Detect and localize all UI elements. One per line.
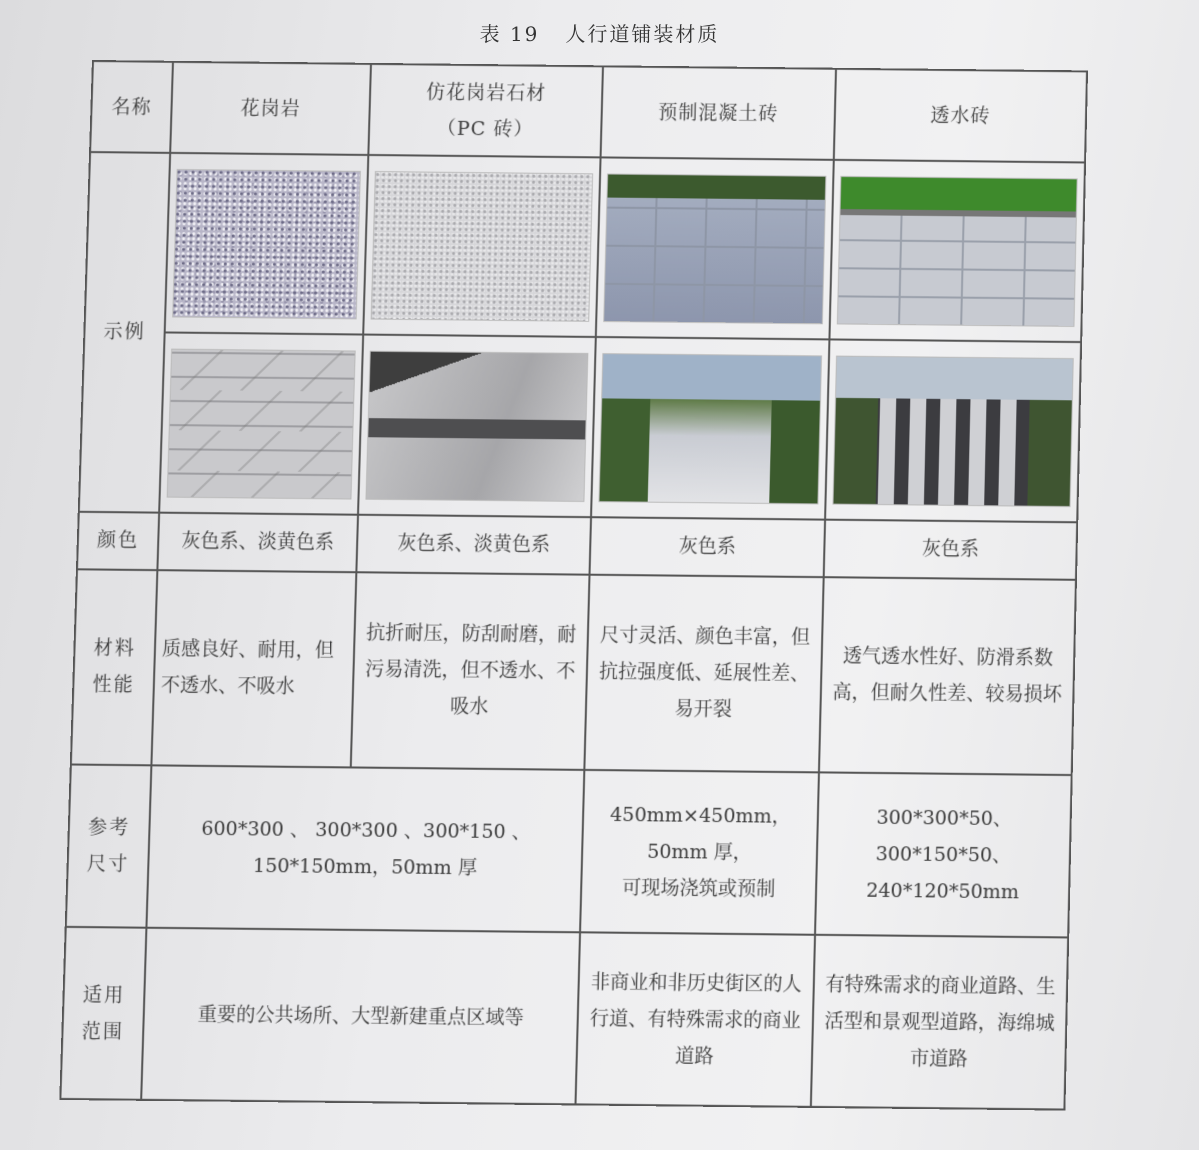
- performance-row: [71, 569, 1076, 775]
- performance-permeable-brick: 透气透水性好、防滑系数高，但耐久性差、较易损坏: [819, 577, 1076, 775]
- performance-label-line2: 性能: [92, 673, 136, 697]
- header-imitation-granite: [368, 64, 603, 158]
- scope-label: [60, 927, 146, 1100]
- example-cell-granite-2: [159, 333, 363, 515]
- scope-permeable-brick: 有特殊需求的商业道路、生活型和景观型道路，海绵城市道路: [811, 935, 1068, 1109]
- performance-label-line1: 材料: [93, 637, 137, 661]
- size-merged-line1: 600*300 、 300*300 、300*150 、: [200, 817, 532, 844]
- header-granite: 花岗岩: [170, 62, 371, 156]
- header-imitation-granite-sub: （PC 砖）: [436, 117, 534, 141]
- size-label-line2: 尺寸: [86, 853, 130, 876]
- performance-precast-concrete: 尺寸灵活、颜色丰富，但抗拉强度低、延展性差、易开裂: [584, 575, 823, 773]
- size-concrete-line3: 可现场浇筑或预制: [621, 876, 776, 901]
- size-permeable-brick: [815, 772, 1072, 938]
- size-permeable-line1: 300*300*50、: [876, 806, 1013, 831]
- permeable-walkway-photo: [832, 355, 1073, 507]
- pc-brick-texture-image: [371, 171, 593, 322]
- table-caption: [0, 18, 1199, 47]
- color-row: [77, 512, 1077, 580]
- example-cell-concrete-2: [591, 337, 829, 519]
- color-label: 颜色: [77, 512, 159, 570]
- example-cell-concrete-1: [596, 158, 834, 340]
- concrete-paving-image: [603, 173, 826, 324]
- example-cell-pc-2: [358, 335, 596, 517]
- size-permeable-line2: 300*150*50、: [875, 843, 1012, 867]
- pc-brick-paving-photo: [365, 350, 588, 501]
- size-concrete-line1: 450mm×450mm，: [609, 803, 792, 828]
- table-title: 人行道铺装材质: [565, 22, 720, 46]
- table-number: 表 19: [479, 22, 540, 46]
- granite-paving-photo: [167, 348, 356, 499]
- color-precast-concrete: 灰色系: [590, 517, 826, 577]
- permeable-brick-paving-image: [837, 176, 1078, 327]
- color-permeable-brick: 灰色系: [824, 520, 1078, 580]
- header-row: [90, 61, 1087, 163]
- header-label: 名称: [90, 61, 173, 153]
- size-label: [66, 764, 152, 928]
- size-row: [66, 764, 1072, 937]
- performance-granite: 质感良好、耐用，但不透水、不吸水: [151, 570, 356, 767]
- header-imitation-granite-title: 仿花岗岩石材: [425, 81, 547, 105]
- concrete-walkway-photo: [598, 353, 822, 504]
- header-precast-concrete: 预制混凝土砖: [601, 66, 836, 160]
- granite-texture-image: [172, 169, 361, 319]
- performance-imitation-granite: 抗折耐压，防刮耐磨，耐污易清洗，但不透水、不吸水: [351, 572, 590, 770]
- scope-row: [60, 927, 1068, 1109]
- scope-label-line1: 适用: [82, 983, 126, 1007]
- size-permeable-line3: 240*120*50mm: [865, 879, 1020, 904]
- scope-precast-concrete: 非商业和非历史街区的人行道、有特殊需求的商业道路: [575, 933, 815, 1107]
- example-cell-pc-1: [363, 155, 600, 337]
- size-merged-line2: 150*150mm，50mm 厚: [252, 854, 478, 880]
- performance-label: [71, 569, 158, 765]
- size-label-line1: 参考: [87, 816, 131, 840]
- example-cell-permeable-1: [829, 160, 1085, 342]
- scope-granite-and-pc: 重要的公共场所、大型新建重点区域等: [141, 928, 580, 1104]
- example-row-1: [84, 152, 1085, 342]
- example-row-2: [79, 332, 1081, 522]
- example-cell-granite-1: [165, 153, 369, 334]
- example-cell-permeable-2: [825, 340, 1081, 523]
- scope-label-line2: 范围: [81, 1020, 125, 1044]
- size-precast-concrete: [580, 770, 819, 935]
- header-permeable-brick: 透水砖: [834, 69, 1087, 163]
- paving-materials-table: [59, 60, 1088, 1111]
- size-granite-and-pc: [146, 765, 584, 932]
- color-granite: 灰色系、淡黄色系: [157, 513, 358, 572]
- color-imitation-granite: 灰色系、淡黄色系: [356, 515, 591, 575]
- example-label: 示例: [79, 152, 170, 512]
- size-concrete-line2: 50mm 厚，: [646, 840, 753, 865]
